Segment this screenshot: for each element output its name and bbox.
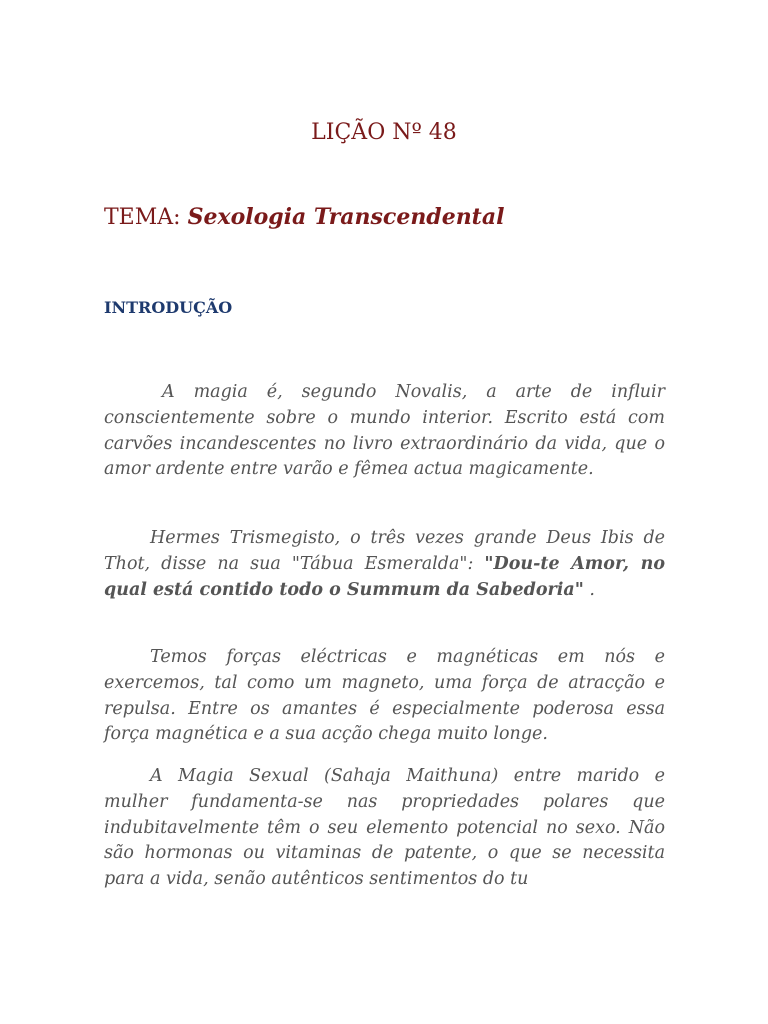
paragraph-2-quote: "Dou-te Amor, no qual está contido todo o Summum da Sabedoria" [104,553,666,600]
paragraph-2-lead: Hermes Trismegisto, o três vezes grande Deus Ibis de Thot, disse na sua "Tábua Esmeralda": [104,528,665,574]
lesson-title: LIÇÃO Nº 48 [311,120,457,145]
theme-value: Sexologia Transcendental [187,204,505,230]
paragraph-1: A magia é, segundo Novalis, a arte de influir conscientemente sobre o mundo interior. Escrito está com carvões incandescentes no livro extraordinário da vida, que o amor ardente entre varão e fêmea actua magicamente. [104,382,665,480]
paragraph-2-tail: . [583,579,595,600]
paragraph-4: A Magia Sexual (Sahaja Maithuna) entre marido e mulher fundamenta-se nas propriedades polares que indubitavelmente têm o seu elemento potencial no sexo. Não são hormonas ou vitaminas de patente, o que se necessita para a vida, senão autênticos sentimentos do tu [104,766,665,890]
paragraph-2 [104,526,665,603]
theme-label: TEMA: [104,205,181,230]
section-heading-introduction: INTRODUÇÃO [104,298,233,317]
theme-line [104,204,504,230]
paragraph-3: Temos forças eléctricas e magnéticas em nós e exercemos, tal como um magneto, uma força de atracção e repulsa. Entre os amantes é especialmente poderosa essa força magnética e a sua acção chega muito longe. [104,647,665,745]
